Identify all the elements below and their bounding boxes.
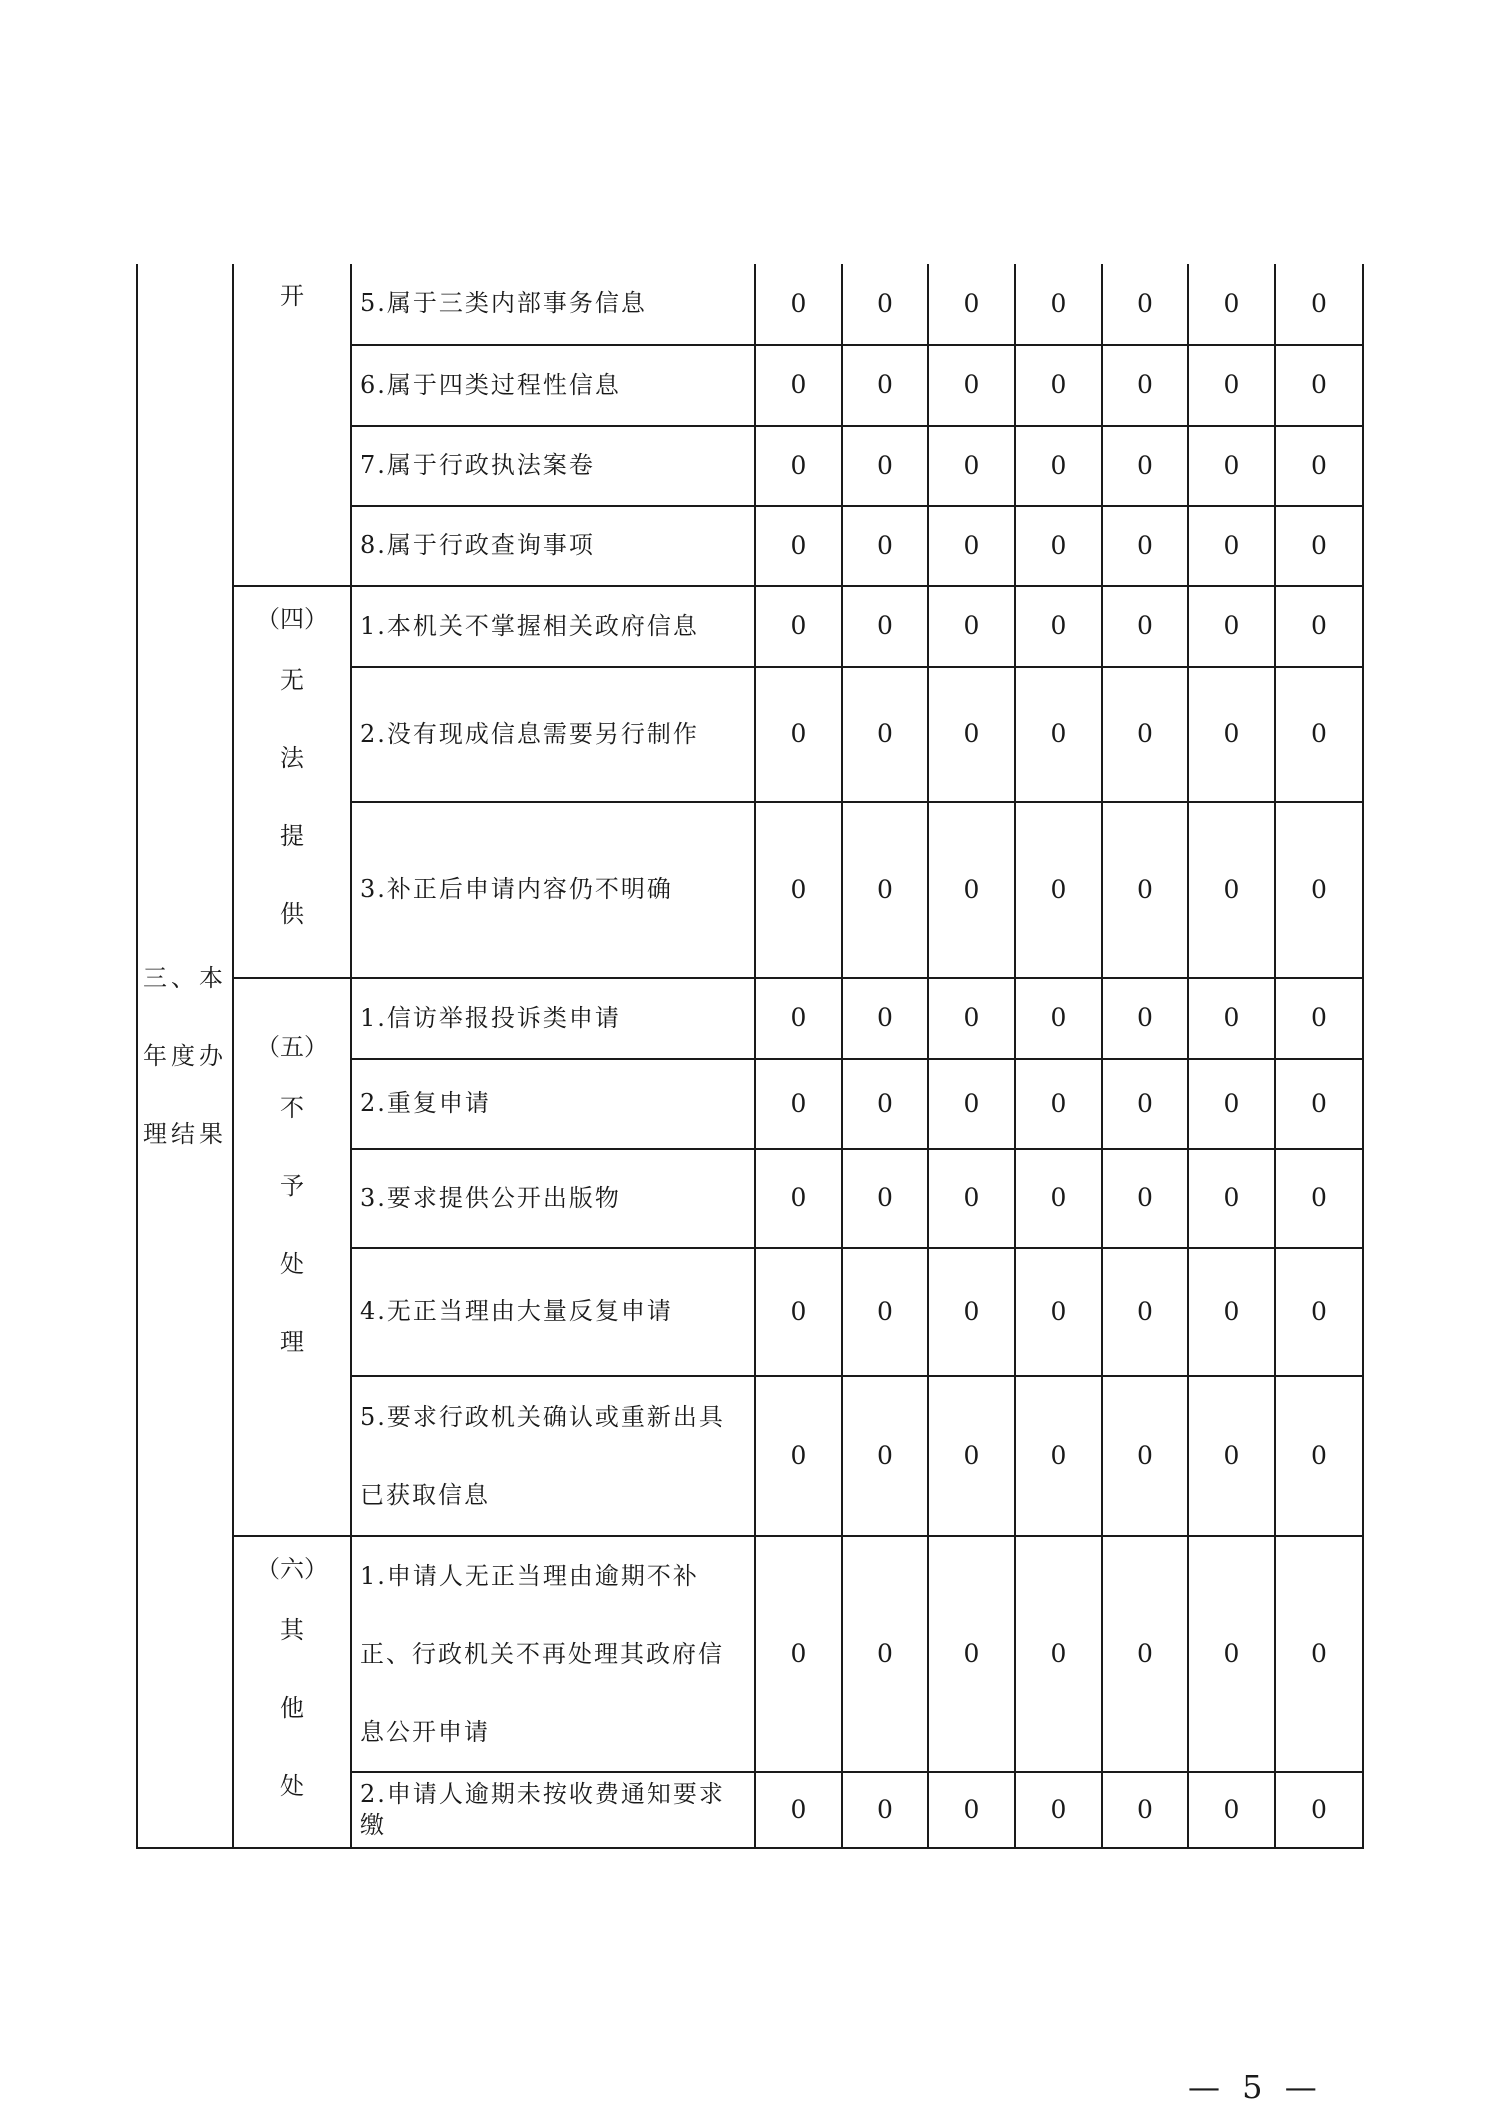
item-label: 3.补正后申请内容仍不明确 <box>351 802 755 978</box>
category-label-line: （六） <box>256 1555 328 1583</box>
value-cell: 0 <box>1275 1149 1363 1248</box>
item-label: 4.无正当理由大量反复申请 <box>351 1248 755 1376</box>
value-cell: 0 <box>1188 345 1275 426</box>
value-cell: 0 <box>842 506 928 586</box>
category-label-line: 不 <box>280 1094 304 1122</box>
value-cell: 0 <box>1015 1536 1102 1772</box>
value-cell: 0 <box>1102 1248 1188 1376</box>
value-cell: 0 <box>1102 345 1188 426</box>
category-cell-g4 <box>233 586 351 978</box>
item-label: 3.要求提供公开出版物 <box>351 1149 755 1248</box>
value-cell: 0 <box>755 1376 842 1536</box>
value-cell: 0 <box>755 586 842 667</box>
category-label-line: （四） <box>256 605 328 633</box>
value-cell: 0 <box>842 1149 928 1248</box>
value-cell: 0 <box>842 802 928 978</box>
value-cell: 0 <box>1102 426 1188 506</box>
item-label: 7.属于行政执法案卷 <box>351 426 755 506</box>
category-label-line: 其 <box>280 1616 304 1644</box>
value-cell: 0 <box>928 264 1015 345</box>
value-cell: 0 <box>1015 1772 1102 1848</box>
value-cell: 0 <box>1188 1536 1275 1772</box>
category-label-line: 处 <box>280 1250 304 1278</box>
value-cell: 0 <box>842 426 928 506</box>
value-cell: 0 <box>755 667 842 802</box>
value-cell: 0 <box>755 1059 842 1149</box>
value-cell: 0 <box>928 1149 1015 1248</box>
item-label: 2.没有现成信息需要另行制作 <box>351 667 755 802</box>
value-cell: 0 <box>1188 1248 1275 1376</box>
value-cell: 0 <box>842 978 928 1059</box>
value-cell: 0 <box>1015 345 1102 426</box>
value-cell: 0 <box>928 586 1015 667</box>
value-cell: 0 <box>928 667 1015 802</box>
item-label: 6.属于四类过程性信息 <box>351 345 755 426</box>
item-label: 8.属于行政查询事项 <box>351 506 755 586</box>
value-cell: 0 <box>755 426 842 506</box>
value-cell: 0 <box>1102 506 1188 586</box>
value-cell: 0 <box>1275 264 1363 345</box>
category-label-line: 无 <box>280 666 304 694</box>
value-cell: 0 <box>1275 586 1363 667</box>
value-cell: 0 <box>1275 1248 1363 1376</box>
value-cell: 0 <box>928 1772 1015 1848</box>
value-cell: 0 <box>755 264 842 345</box>
category-label-line: 提 <box>280 822 304 850</box>
value-cell: 0 <box>755 978 842 1059</box>
value-cell: 0 <box>928 506 1015 586</box>
item-label: 5.属于三类内部事务信息 <box>351 264 755 345</box>
value-cell: 0 <box>1015 1059 1102 1149</box>
value-cell: 0 <box>1015 264 1102 345</box>
table-row <box>137 264 1363 345</box>
value-cell: 0 <box>842 264 928 345</box>
category-label-line: 开 <box>280 282 304 310</box>
category-cell-g5 <box>233 978 351 1536</box>
category-label-line: 供 <box>280 900 304 928</box>
value-cell: 0 <box>842 1059 928 1149</box>
category-label-line: 理 <box>280 1328 304 1356</box>
value-cell: 0 <box>928 1059 1015 1149</box>
value-cell: 0 <box>928 802 1015 978</box>
category-cell-g6 <box>233 1536 351 1848</box>
section-heading-cell <box>137 264 233 1848</box>
item-label: 1.本机关不掌握相关政府信息 <box>351 586 755 667</box>
value-cell: 0 <box>928 426 1015 506</box>
value-cell: 0 <box>1102 667 1188 802</box>
value-cell: 0 <box>1102 1772 1188 1848</box>
item-label: 5.要求行政机关确认或重新出具已获取信息 <box>351 1376 755 1536</box>
value-cell: 0 <box>1275 1772 1363 1848</box>
value-cell: 0 <box>1188 802 1275 978</box>
statistics-table <box>136 264 1364 1849</box>
item-label: 1.申请人无正当理由逾期不补正、行政机关不再处理其政府信息公开申请 <box>351 1536 755 1772</box>
value-cell: 0 <box>1275 667 1363 802</box>
value-cell: 0 <box>1015 1149 1102 1248</box>
section-heading-line: 理结果 <box>143 1119 227 1148</box>
value-cell: 0 <box>928 978 1015 1059</box>
value-cell: 0 <box>1015 426 1102 506</box>
category-label-line: （五） <box>256 1033 328 1061</box>
table-row <box>137 586 1363 667</box>
item-label: 1.信访举报投诉类申请 <box>351 978 755 1059</box>
value-cell: 0 <box>842 1248 928 1376</box>
value-cell: 0 <box>755 1149 842 1248</box>
value-cell: 0 <box>1275 345 1363 426</box>
value-cell: 0 <box>1188 1149 1275 1248</box>
page-number: — 5 — <box>1188 2068 1323 2106</box>
value-cell: 0 <box>1188 1772 1275 1848</box>
value-cell: 0 <box>1275 1376 1363 1536</box>
value-cell: 0 <box>1015 1248 1102 1376</box>
value-cell: 0 <box>1102 1059 1188 1149</box>
value-cell: 0 <box>1188 1059 1275 1149</box>
value-cell: 0 <box>1015 586 1102 667</box>
value-cell: 0 <box>1102 586 1188 667</box>
value-cell: 0 <box>928 1536 1015 1772</box>
value-cell: 0 <box>755 345 842 426</box>
table-row <box>137 978 1363 1059</box>
value-cell: 0 <box>1275 1059 1363 1149</box>
category-label-line: 他 <box>280 1694 304 1722</box>
category-label-line: 予 <box>280 1172 304 1200</box>
value-cell: 0 <box>755 1248 842 1376</box>
value-cell: 0 <box>928 1376 1015 1536</box>
value-cell: 0 <box>1275 1536 1363 1772</box>
value-cell: 0 <box>1015 978 1102 1059</box>
value-cell: 0 <box>755 1536 842 1772</box>
value-cell: 0 <box>1188 667 1275 802</box>
item-label: 2.重复申请 <box>351 1059 755 1149</box>
value-cell: 0 <box>755 1772 842 1848</box>
value-cell: 0 <box>1275 426 1363 506</box>
value-cell: 0 <box>1188 506 1275 586</box>
value-cell: 0 <box>842 1772 928 1848</box>
value-cell: 0 <box>1102 978 1188 1059</box>
value-cell: 0 <box>755 506 842 586</box>
value-cell: 0 <box>1102 1536 1188 1772</box>
value-cell: 0 <box>1188 1376 1275 1536</box>
value-cell: 0 <box>1188 978 1275 1059</box>
value-cell: 0 <box>1275 978 1363 1059</box>
value-cell: 0 <box>1102 1149 1188 1248</box>
value-cell: 0 <box>1275 802 1363 978</box>
value-cell: 0 <box>842 345 928 426</box>
value-cell: 0 <box>1102 802 1188 978</box>
value-cell: 0 <box>1188 586 1275 667</box>
value-cell: 0 <box>842 667 928 802</box>
value-cell: 0 <box>1188 264 1275 345</box>
value-cell: 0 <box>842 1536 928 1772</box>
value-cell: 0 <box>1188 426 1275 506</box>
category-cell-g3 <box>233 264 351 586</box>
value-cell: 0 <box>1015 506 1102 586</box>
value-cell: 0 <box>842 1376 928 1536</box>
value-cell: 0 <box>1015 1376 1102 1536</box>
section-heading-line: 年度办 <box>143 1041 227 1070</box>
category-label-line: 处 <box>280 1772 304 1800</box>
value-cell: 0 <box>1102 264 1188 345</box>
value-cell: 0 <box>1015 667 1102 802</box>
category-label-line: 法 <box>280 744 304 772</box>
item-label: 2.申请人逾期未按收费通知要求缴 <box>351 1772 755 1848</box>
value-cell: 0 <box>1102 1376 1188 1536</box>
value-cell: 0 <box>928 1248 1015 1376</box>
value-cell: 0 <box>928 345 1015 426</box>
value-cell: 0 <box>1275 506 1363 586</box>
section-heading-line: 三、本 <box>143 963 227 992</box>
value-cell: 0 <box>755 802 842 978</box>
value-cell: 0 <box>842 586 928 667</box>
value-cell: 0 <box>1015 802 1102 978</box>
table-row <box>137 1536 1363 1772</box>
